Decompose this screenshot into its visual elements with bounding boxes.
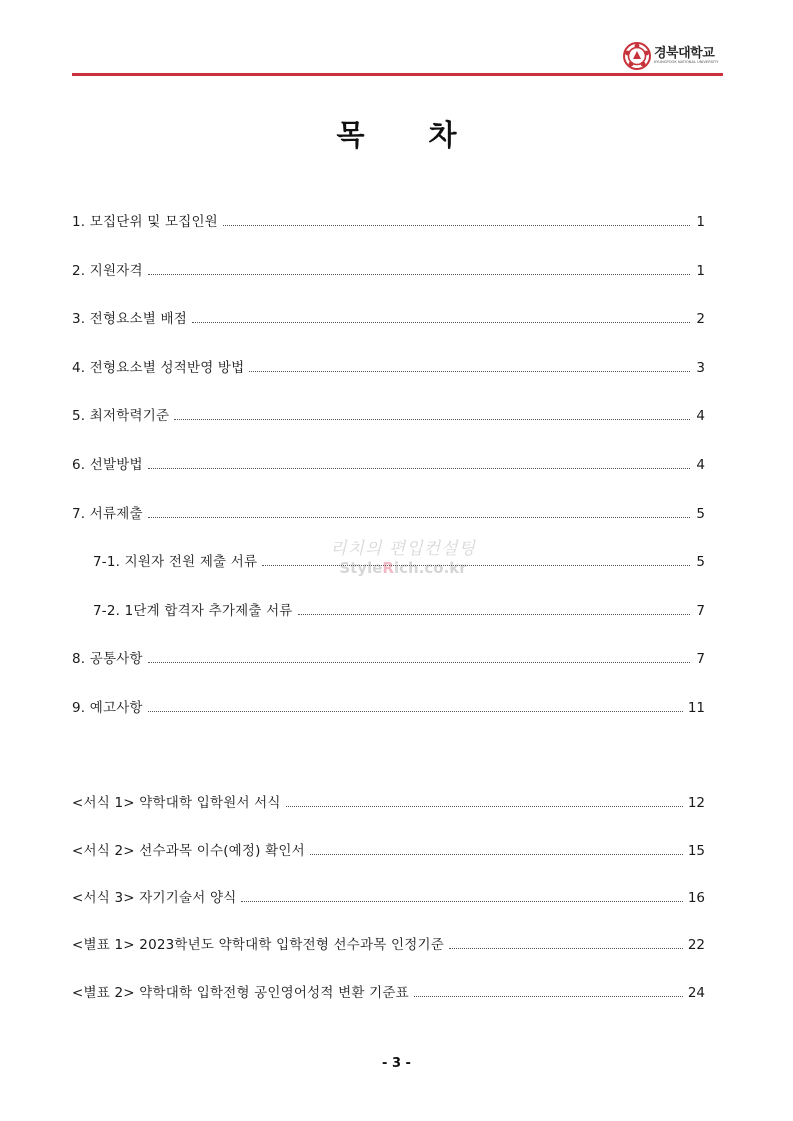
toc-entry-label: <서식 2> 선수과목 이수(예정) 확인서	[72, 843, 305, 859]
toc-entry[interactable]	[72, 261, 705, 281]
toc-entry-page: 4	[696, 408, 705, 424]
toc-leader-dots	[148, 517, 690, 518]
toc-entry-label: <서식 1> 약학대학 입학원서 서식	[72, 795, 281, 811]
watermark-line-1: 리치의 편입컨설팅	[330, 539, 476, 559]
university-logo	[623, 40, 733, 70]
page-title-char-2: 차	[428, 118, 457, 152]
toc-leader-dots	[262, 565, 690, 566]
toc-subentry[interactable]	[93, 552, 705, 572]
toc-entry-page: 15	[687, 843, 705, 859]
toc-entry-page: 16	[687, 890, 705, 906]
toc-entry-page: 3	[696, 360, 705, 376]
watermark-line-2: StyleRich.co.kr	[339, 559, 467, 577]
toc-entry[interactable]	[72, 212, 705, 232]
toc-entry-page: 2	[696, 311, 705, 327]
toc-form-entry[interactable]	[72, 841, 705, 861]
toc-entry-label: 3. 전형요소별 배점	[72, 311, 187, 327]
toc-entry-label: <별표 2> 약학대학 입학전형 공인영어성적 변환 기준표	[72, 985, 409, 1001]
toc-entry-page: 1	[696, 263, 705, 279]
page-number: - 3 -	[382, 1056, 411, 1071]
toc-entry[interactable]	[72, 358, 705, 378]
toc-leader-dots	[223, 225, 690, 226]
toc-entry-label: <별표 1> 2023학년도 약학대학 입학전형 선수과목 인정기준	[72, 937, 444, 953]
toc-leader-dots	[249, 371, 690, 372]
toc-entry-label: <서식 3> 자기기술서 양식	[72, 890, 237, 906]
toc-leader-dots	[148, 662, 690, 663]
toc-form-entry[interactable]	[72, 983, 705, 1003]
toc-entry-label: 7-2. 1단계 합격자 추가제출 서류	[93, 603, 293, 619]
toc-leader-dots	[148, 468, 690, 469]
toc-leader-dots	[298, 614, 690, 615]
toc-entry-label: 9. 예고사항	[72, 700, 143, 716]
header-divider	[72, 73, 723, 76]
page-title	[0, 113, 793, 154]
toc-entry-label: 7-1. 지원자 전원 제출 서류	[93, 554, 258, 570]
toc-leader-dots	[148, 274, 690, 275]
toc-entry-page: 1	[696, 214, 705, 230]
university-subtitle: KYUNGPOOK NATIONAL UNIVERSITY	[654, 60, 719, 64]
toc-leader-dots	[148, 711, 683, 712]
toc-leader-dots	[310, 854, 683, 855]
toc-leader-dots	[174, 419, 690, 420]
toc-entry-label: 6. 선발방법	[72, 457, 143, 473]
toc-entry-label: 2. 지원자격	[72, 263, 143, 279]
toc-leader-dots	[192, 322, 690, 323]
toc-entry-page: 5	[696, 506, 705, 522]
toc-entry[interactable]	[72, 309, 705, 329]
toc-entry-label: 5. 최저학력기준	[72, 408, 170, 424]
toc-leader-dots	[414, 996, 683, 997]
toc-form-entry[interactable]	[72, 888, 705, 908]
page-title-char-1: 목	[336, 118, 365, 152]
toc-entry-page: 4	[696, 457, 705, 473]
toc-entry[interactable]	[72, 504, 705, 524]
toc-entry-label: 8. 공통사항	[72, 651, 143, 667]
toc-entry-page: 7	[696, 651, 705, 667]
toc-subentry[interactable]	[93, 601, 705, 621]
toc-entry-page: 5	[696, 554, 705, 570]
toc-form-entry[interactable]	[72, 935, 705, 955]
toc-leader-dots	[449, 948, 683, 949]
toc-entry[interactable]	[72, 406, 705, 426]
toc-form-entry[interactable]	[72, 793, 705, 813]
toc-entry-page: 7	[696, 603, 705, 619]
toc-entry-page: 12	[687, 795, 705, 811]
toc-entry-page: 22	[687, 937, 705, 953]
toc-leader-dots	[286, 806, 683, 807]
toc-entry[interactable]	[72, 698, 705, 718]
toc-leader-dots	[241, 901, 682, 902]
toc-entry[interactable]	[72, 455, 705, 475]
toc-entry[interactable]	[72, 649, 705, 669]
university-name: 경북대학교	[654, 46, 715, 61]
toc-entry-label: 4. 전형요소별 성적반영 방법	[72, 360, 245, 376]
toc-entry-page: 11	[687, 700, 705, 716]
toc-entry-label: 1. 모집단위 및 모집인원	[72, 214, 218, 230]
toc-entry-page: 24	[687, 985, 705, 1001]
toc-entry-label: 7. 서류제출	[72, 506, 143, 522]
university-emblem-icon	[623, 42, 651, 70]
